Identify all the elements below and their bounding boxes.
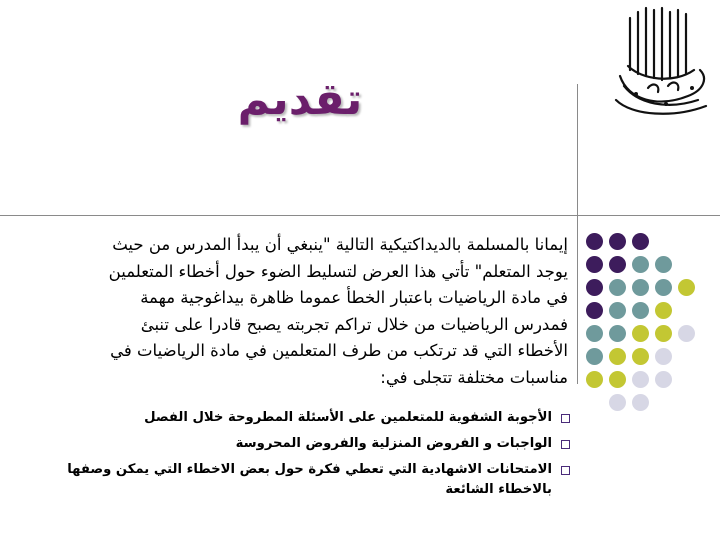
square-bullet-icon [561,414,570,423]
decorative-dot [655,302,672,319]
basmala-calligraphy [608,4,712,122]
decorative-dot [586,348,603,365]
decorative-dot [609,394,626,411]
list-item [40,434,572,454]
bullet-text: الأجوبة الشفوية للمتعلمين على الأسئلة المطروحة خلال الفصل [144,410,552,425]
decorative-dot [609,302,626,319]
decorative-dot [609,325,626,342]
decorative-dot [655,325,672,342]
square-bullet-icon [561,440,570,449]
square-bullet-icon [561,466,570,475]
decorative-dot [609,371,626,388]
bullet-text: الامتحانات الاشهادية التي تعطي فكرة حول بعض الاخطاء التي يمكن وصفها [67,462,552,477]
decorative-dot [655,256,672,273]
decorative-dot [586,325,603,342]
decorative-dot [632,325,649,342]
decorative-dot [632,302,649,319]
decorative-dot [632,348,649,365]
decorative-dot [609,233,626,250]
decorative-dot [586,256,603,273]
bullet-text: الواجبات و الفروض المنزلية والفروض المحروسة [235,436,552,451]
horizontal-divider [0,215,720,216]
bullet-text-continued: بالاخطاء الشائعة [445,482,552,497]
decorative-dot [632,394,649,411]
intro-line: يوجد المتعلم" تأتي هذا العرض لتسليط الضوء حول أخطاء المتعلمين [108,261,568,281]
decorative-dot [655,279,672,296]
bullet-list [40,408,572,506]
decorative-dot [632,233,649,250]
decorative-dot [632,279,649,296]
list-item [40,460,572,500]
decorative-dot [655,348,672,365]
decorative-dot [632,256,649,273]
intro-line: في مادة الرياضيات باعتبار الخطأ عموما ظاهرة بيداغوجية مهمة [140,288,568,308]
intro-paragraph [28,232,568,392]
decorative-dot-grid [586,233,706,413]
decorative-dot [609,279,626,296]
decorative-dot [632,371,649,388]
intro-line: مناسبات مختلفة تتجلى في: [380,367,568,387]
list-item [40,408,572,428]
decorative-dot [586,233,603,250]
decorative-dot [586,279,603,296]
intro-line: فمدرس الرياضيات من خلال تراكم تجربته يصبح قادرا على تنبئ [140,314,568,334]
decorative-dot [655,371,672,388]
slide-title: تقديم [237,74,363,125]
decorative-dot [586,371,603,388]
decorative-dot [609,348,626,365]
decorative-dot [678,279,695,296]
intro-line: الأخطاء التي قد ترتكب من طرف المتعلمين في مادة الرياضيات في [110,341,568,361]
decorative-dot [678,325,695,342]
decorative-dot [586,302,603,319]
vertical-divider [577,84,578,384]
decorative-dot [609,256,626,273]
intro-line: إيمانا بالمسلمة بالديداكتيكية التالية "ينبغي أن يبدأ المدرس من حيث [112,235,568,254]
